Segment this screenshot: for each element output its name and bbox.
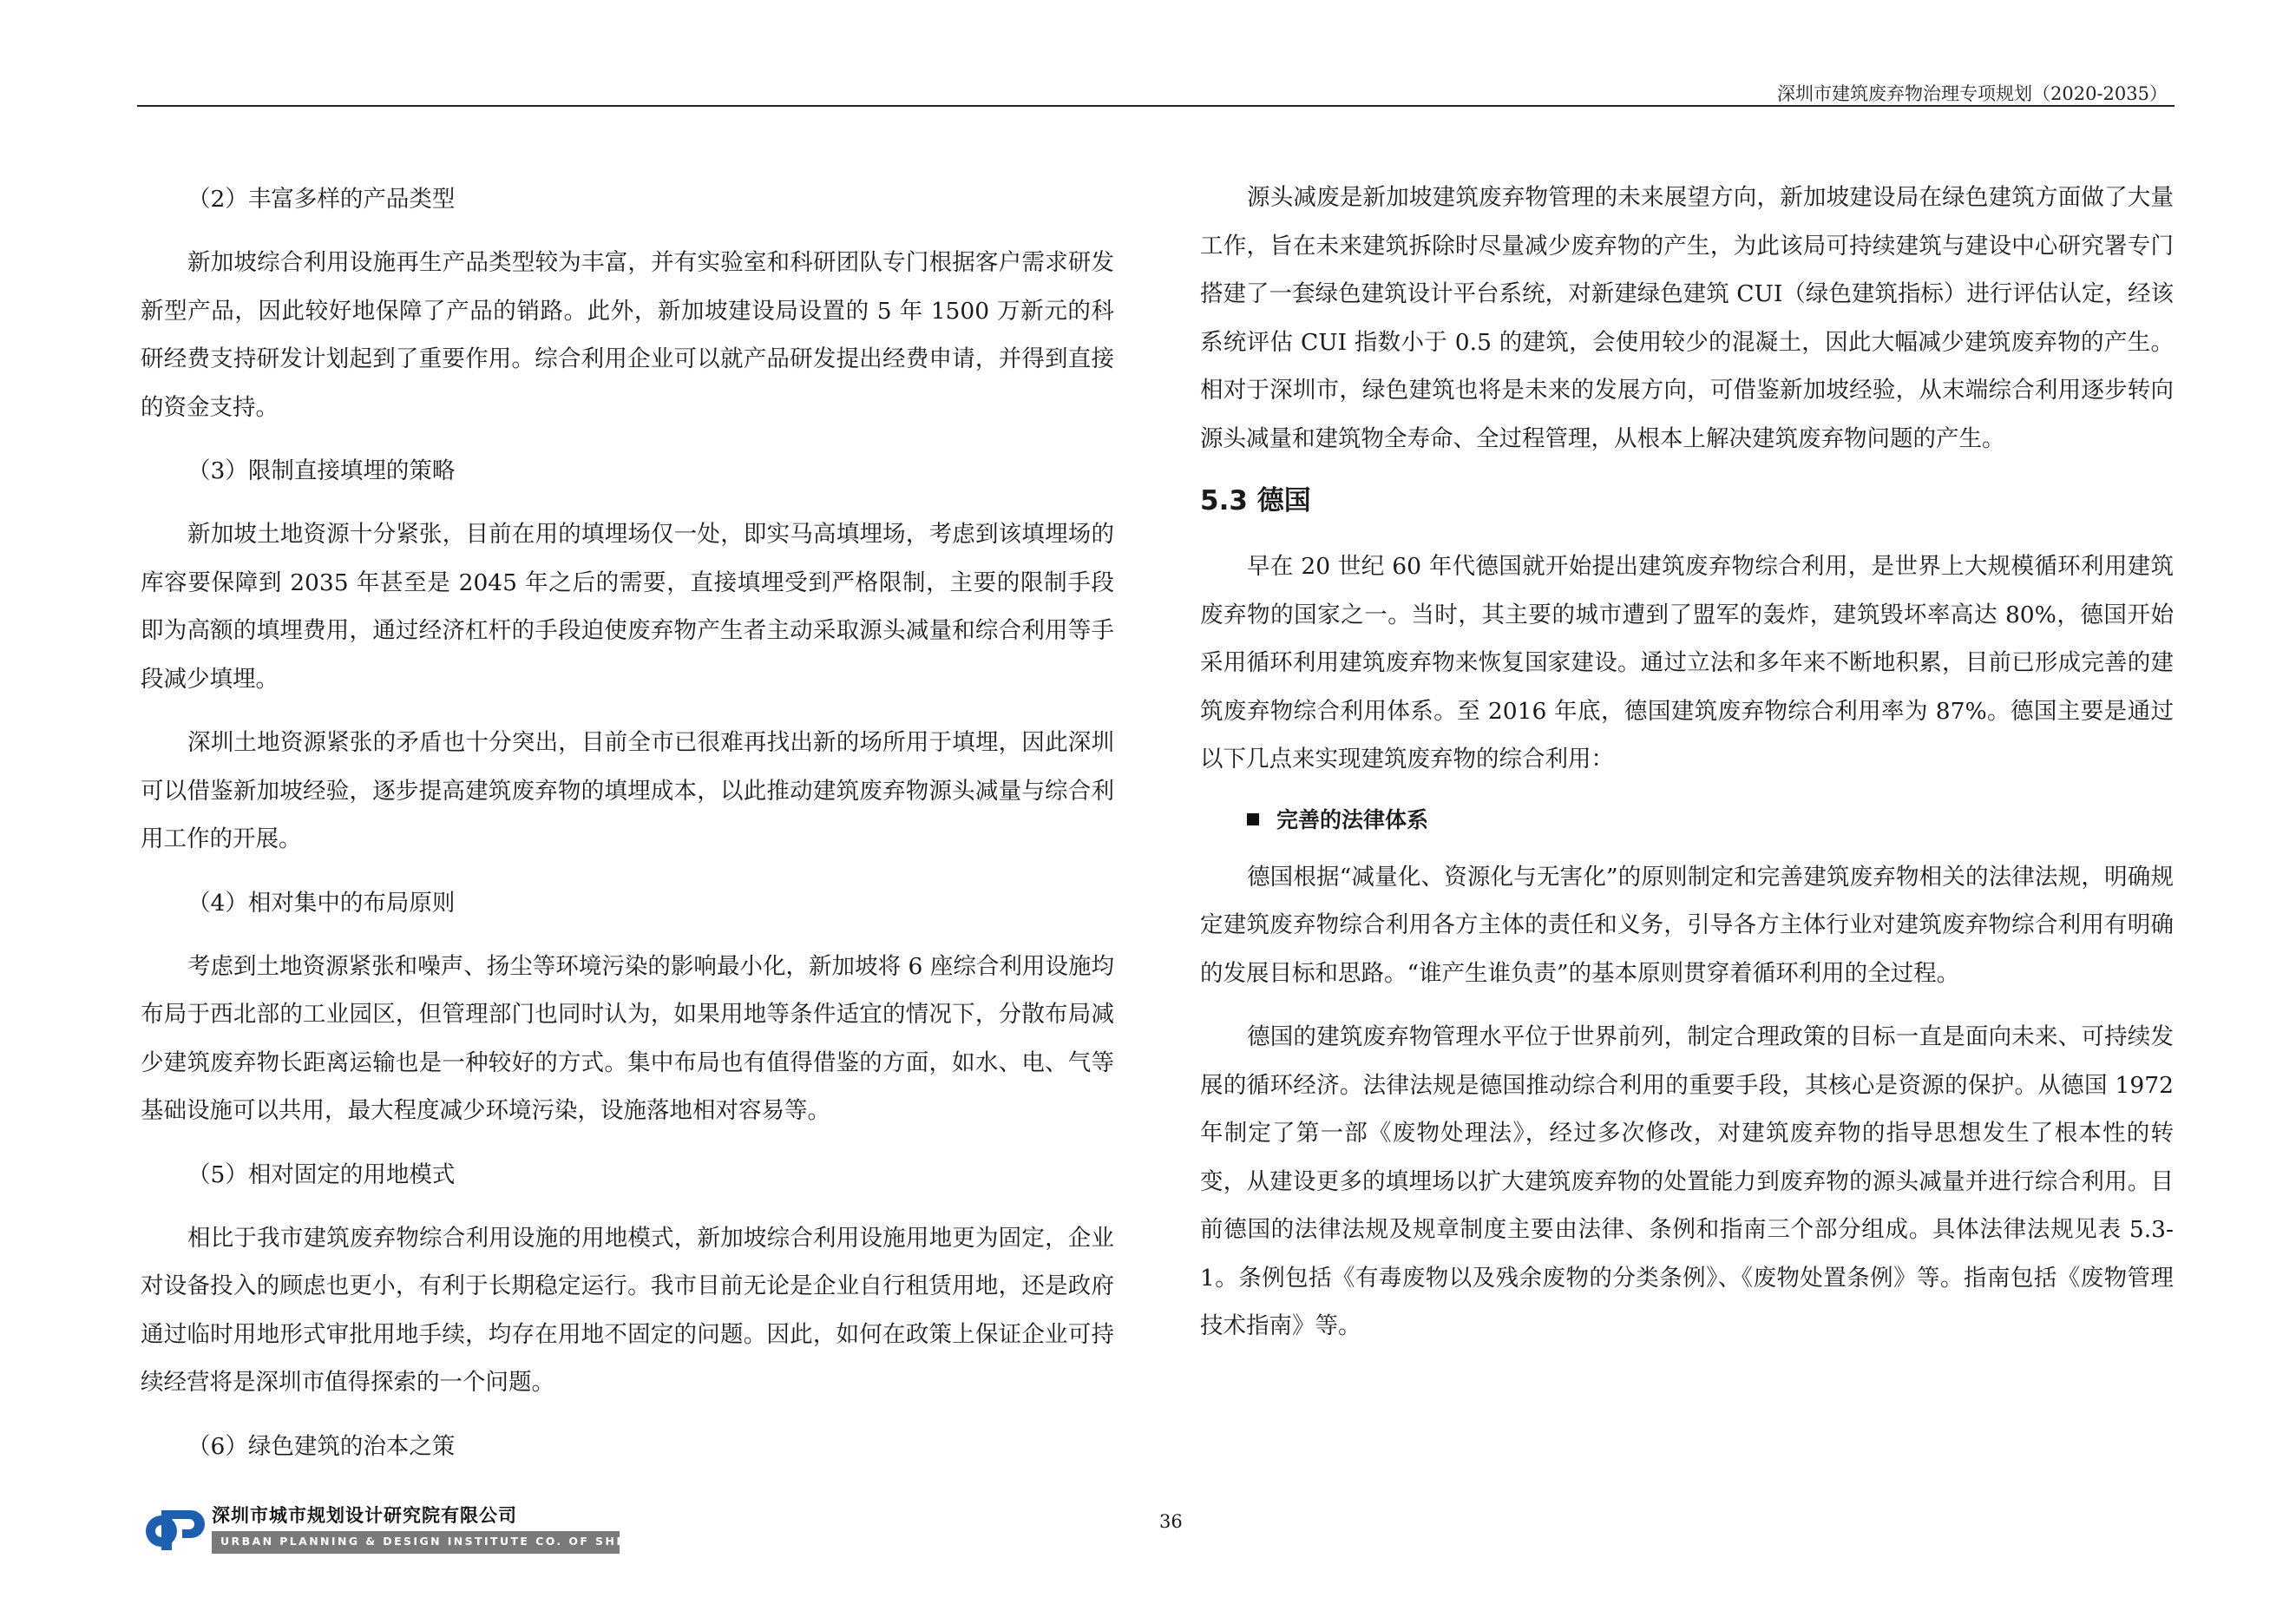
subheading-green-building: （6）绿色建筑的治本之策 [187, 1432, 456, 1460]
paragraph-product-types: 新加坡综合利用设施再生产品类型较为丰富，并有实验室和科研团队专门根据客户需求研发新型产品，因此较好地保障了产品的销路。此外，新加坡建设局设置的 5 年 1500 万新元的科研经费支持研发计划起到了重要作用。综合利用企业可以就产品研发提出经费申请，并得到直接的资金支持。 [141, 249, 1114, 421]
subheading-landfill-limit: （3）限制直接填埋的策略 [187, 457, 456, 484]
bullet-heading-label: 完善的法律体系 [1276, 806, 1429, 832]
section-title-germany: 5.3 德国 [1200, 485, 1311, 516]
subheading-product-types: （2）丰富多样的产品类型 [187, 186, 456, 213]
running-header: 深圳市建筑废弃物治理专项规划（2020-2035） [1777, 83, 2168, 104]
square-bullet-icon [1247, 813, 1259, 825]
left-column [141, 174, 1114, 1486]
institute-emblem-icon [142, 1505, 213, 1552]
institute-name-cn: 深圳市城市规划设计研究院有限公司 [212, 1505, 517, 1526]
paragraph-germany-principles: 德国根据“减量化、资源化与无害化”的原则制定和完善建筑废弃物相关的法律法规，明确规定建筑废弃物综合利用各方主体的责任和义务，引导各方主体行业对建筑废弃物综合利用有明确的发展目标和思路。“谁产生谁负责”的基本原则贯穿着循环利用的全过程。 [1200, 863, 2174, 987]
paragraph-landfill-limit: 新加坡土地资源十分紧张，目前在用的填埋场仅一处，即实马高填埋场，考虑到该填埋场的库容要保障到 2035 年甚至是 2045 年之后的需要，直接填埋受到严格限制，主要的限制手段即为高额的填埋费用，通过经济杠杆的手段迫使废弃物产生者主动采取源头减量和综合利用等手段减少填埋。 [141, 521, 1114, 693]
page-number: 36 [1159, 1511, 1183, 1532]
subheading-layout-principle: （4）相对集中的布局原则 [187, 889, 456, 917]
paragraph-layout-principle: 考虑到土地资源紧张和噪声、扬尘等环境污染的影响最小化，新加坡将 6 座综合利用设施均布局于西北部的工业园区，但管理部门也同时认为，如果用地等条件适宜的情况下，分散布局减少建筑废弃物长距离运输也是一种较好的方式。集中布局也有值得借鉴的方面，如水、电、气等基础设施可以共用，最大程度减少环境污染，设施落地相对容易等。 [141, 952, 1114, 1124]
paragraph-germany-laws: 德国的建筑废弃物管理水平位于世界前列，制定合理政策的目标一直是面向未来、可持续发展的循环经济。法律法规是德国推动综合利用的重要手段，其核心是资源的保护。从德国 1972 年制定了第一部《废物处理法》，经过多次修改，对建筑废弃物的指导思想发生了根本性的转变，从建设更多的填埋场以扩大建筑废弃物的处置能力到废弃物的源头减量并进行综合利用。目前德国的法律法规及规章制度主要由法律、条例和指南三个部分组成。具体法律法规见表 5.3-1。条例包括《有毒废物以及残余废物的分类条例》、《废物处置条例》等。指南包括《废物管理技术指南》等。 [1200, 1023, 2174, 1339]
right-column [1200, 174, 2174, 1366]
header-rule [137, 105, 2175, 107]
paragraph-germany-intro: 早在 20 世纪 60 年代德国就开始提出建筑废弃物综合利用，是世界上大规模循环利用建筑废弃物的国家之一。当时，其主要的城市遭到了盟军的轰炸，建筑毁坏率高达 80%，德国开始采用循环利用建筑废弃物来恢复国家建设。通过立法和多年来不断地积累，目前已形成完善的建筑废弃物综合利用体系。至 2016 年底，德国建筑废弃物综合利用率为 87%。德国主要是通过以下几点来实现建筑废弃物的综合利用： [1200, 553, 2174, 773]
institute-logo [139, 1498, 679, 1561]
paragraph-shenzhen-landfill: 深圳土地资源紧张的矛盾也十分突出，目前全市已很难再找出新的场所用于填埋，因此深圳可以借鉴新加坡经验，逐步提高建筑废弃物的填埋成本，以此推动建筑废弃物源头减量与综合利用工作的开展。 [141, 729, 1114, 852]
bullet-heading-legal-system [1200, 799, 2174, 841]
paragraph-source-reduction: 源头减废是新加坡建筑废弃物管理的未来展望方向，新加坡建设局在绿色建筑方面做了大量工作，旨在未来建筑拆除时尽量减少废弃物的产生，为此该局可持续建筑与建设中心研究署专门搭建了一套绿色建筑设计平台系统，对新建绿色建筑 CUI（绿色建筑指标）进行评估认定，经该系统评估 CUI 指数小于 0.5 的建筑，会使用较少的混凝土，因此大幅减少建筑废弃物的产生。相对于深圳市，绿色建筑也将是未来的发展方向，可借鉴新加坡经验，从末端综合利用逐步转向源头减量和建筑物全寿命、全过程管理，从根本上解决建筑废弃物问题的产生。 [1200, 184, 2174, 452]
subheading-land-use-mode: （5）相对固定的用地模式 [187, 1160, 456, 1188]
institute-name-en: URBAN PLANNING & DESIGN INSTITUTE CO. OF SHENZHEN [220, 1535, 679, 1548]
institute-name-en-bar [212, 1531, 679, 1554]
paragraph-land-use-mode: 相比于我市建筑废弃物综合利用设施的用地模式，新加坡综合利用设施用地更为固定，企业对设备投入的顾虑也更小，有利于长期稳定运行。我市目前无论是企业自行租赁用地，还是政府通过临时用地形式审批用地手续，均存在用地不固定的问题。因此，如何在政策上保证企业可持续经营将是深圳市值得探索的一个问题。 [141, 1224, 1114, 1396]
